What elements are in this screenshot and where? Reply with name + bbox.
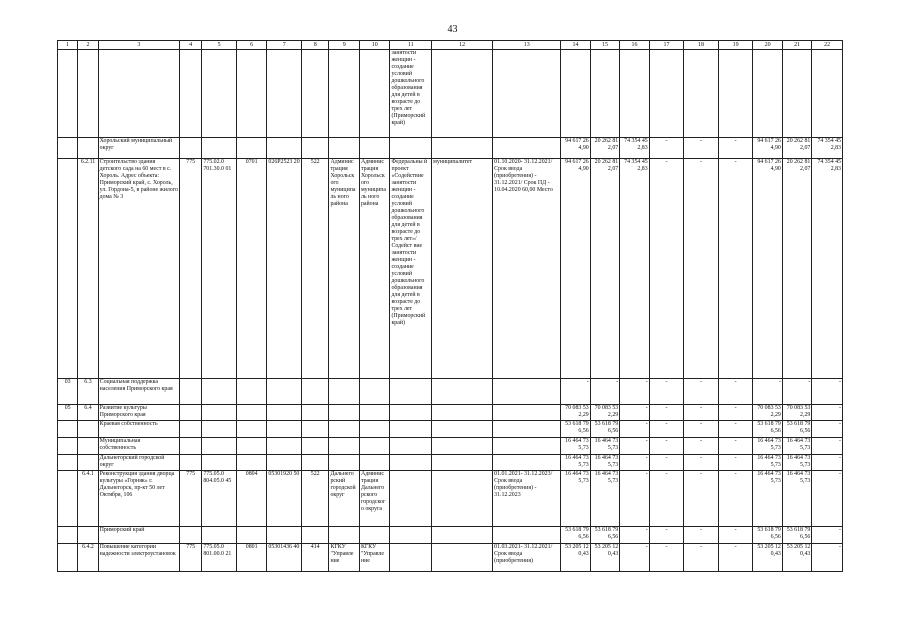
table-cell (432, 50, 493, 138)
table-cell: - (649, 159, 684, 379)
table-cell (58, 544, 78, 572)
table-cell: 01.03.2021- 31.12.2021/ Срок ввода (приобретения) (493, 544, 561, 572)
table-cell: 16 464 73 5,73 (782, 455, 811, 471)
table-cell (390, 544, 432, 572)
table-cell: - (718, 471, 753, 527)
table-cell (58, 471, 78, 527)
column-header: 5 (202, 41, 237, 50)
table-cell (236, 138, 267, 159)
table-cell: - (620, 379, 649, 405)
table-cell (236, 379, 267, 405)
column-header: 20 (753, 41, 782, 50)
table-cell: 05301436 40 (267, 544, 302, 572)
table-row (58, 438, 843, 455)
table-cell: - (649, 438, 684, 455)
table-cell: - (718, 379, 753, 405)
table-cell: - (620, 544, 649, 572)
table-cell: - (812, 471, 843, 527)
table-cell (432, 379, 493, 405)
table-cell: - (753, 379, 782, 405)
table-cell: Дальнегорский городской округ (98, 455, 179, 471)
table-cell (359, 438, 390, 455)
table-cell: - (684, 527, 719, 544)
page-number: 43 (447, 24, 458, 35)
table-cell: 522 (301, 159, 328, 379)
table-cell: КГКУ "Управле ние (359, 544, 390, 572)
table-cell: 94 617 26 4,90 (753, 159, 782, 379)
table-cell: Админис трация Хорольск ого муниципаль ного района (359, 159, 390, 379)
table-cell: - (649, 138, 684, 159)
table-cell (58, 138, 78, 159)
column-header: 13 (493, 41, 561, 50)
table-cell (78, 421, 98, 438)
table-cell (359, 138, 390, 159)
table-cell: 53 618 79 6,56 (561, 421, 590, 438)
table-cell: 53 618 79 6,56 (561, 527, 590, 544)
table-cell (359, 379, 390, 405)
table-cell (493, 379, 561, 405)
table-cell (180, 405, 202, 421)
table-cell: 94 617 26 4,90 (753, 138, 782, 159)
table-cell (432, 438, 493, 455)
table-cell: 16 464 73 5,73 (753, 438, 782, 455)
table-cell: 53 618 79 6,56 (782, 421, 811, 438)
table-cell (301, 421, 328, 438)
table-cell: - (620, 421, 649, 438)
table-cell: - (718, 527, 753, 544)
table-cell (180, 527, 202, 544)
table-cell: - (590, 379, 619, 405)
column-header: 16 (620, 41, 649, 50)
table-cell (78, 455, 98, 471)
table-cell (590, 50, 619, 138)
table-cell: Строительство здания детского сада на 60 мест в с. Хороль. Адрес объекта: Приморский край, с. Хороль, ул. Гордона-5, в районе жилого дома № 3 (98, 159, 179, 379)
table-cell: 20 262 81 2,07 (782, 138, 811, 159)
table-cell: 0801 (236, 544, 267, 572)
column-header: 21 (782, 41, 811, 50)
table-cell (301, 138, 328, 159)
table-cell: Дальнего рский городской округ (329, 471, 360, 527)
table-cell: 775 (180, 471, 202, 527)
table-cell (390, 138, 432, 159)
table-cell (202, 527, 237, 544)
table-cell: 16 464 73 5,73 (561, 455, 590, 471)
table-cell (359, 455, 390, 471)
table-cell (267, 138, 302, 159)
table-cell: - (684, 405, 719, 421)
table-cell: - (684, 159, 719, 379)
table-cell: 775 (180, 544, 202, 572)
program-table-sheet (57, 40, 843, 593)
column-header: 18 (684, 41, 719, 50)
table-cell: Админис трация Хорольск ого муниципаль ного района (329, 159, 360, 379)
table-cell: Муниципальная собственность (98, 438, 179, 455)
table-cell (390, 438, 432, 455)
table-row (58, 138, 843, 159)
table-cell: Федеральны й проект «Содействие занятости женщин - создание условий дошкольного образования для детей в возрасте до трех лет»/Содейст вие занятости женщин - создание условий дошкольного образования для детей в возрасте до трех лет (Приморский край) (390, 159, 432, 379)
table-cell: - (718, 421, 753, 438)
table-cell: 20 262 81 2,07 (590, 159, 619, 379)
table-cell: - (782, 379, 811, 405)
column-header: 17 (649, 41, 684, 50)
table-cell: 775.05.0 801.00.0 21 (202, 544, 237, 572)
table-cell (58, 421, 78, 438)
table-cell: 775.05.0 804.05.0 45 (202, 471, 237, 527)
column-header: 4 (180, 41, 202, 50)
table-cell: 74 354 45 2,83 (620, 159, 649, 379)
table-cell: - (620, 527, 649, 544)
table-cell (78, 50, 98, 138)
table-cell: - (718, 138, 753, 159)
table-cell: - (620, 405, 649, 421)
table-cell: 0701 (236, 159, 267, 379)
table-cell: 522 (301, 471, 328, 527)
table-cell (180, 138, 202, 159)
table-cell (180, 379, 202, 405)
column-header: 22 (812, 41, 843, 50)
table-cell: - (812, 438, 843, 455)
table-cell (329, 455, 360, 471)
table-cell: КГКУ "Управле ние (329, 544, 360, 572)
program-table (57, 40, 843, 572)
table-cell: 16 464 73 5,73 (590, 455, 619, 471)
table-cell: - (649, 421, 684, 438)
table-cell (390, 421, 432, 438)
table-cell: 05301920 50 (267, 471, 302, 527)
table-cell: 414 (301, 544, 328, 572)
table-cell (202, 379, 237, 405)
table-cell: 6.4.1 (78, 471, 98, 527)
table-cell (329, 379, 360, 405)
table-cell (390, 405, 432, 421)
column-header: 3 (98, 41, 179, 50)
table-cell: 53 205 12 0,43 (561, 544, 590, 572)
table-cell: 53 205 12 0,43 (753, 544, 782, 572)
table-row (58, 405, 843, 421)
table-cell (202, 438, 237, 455)
table-row (58, 471, 843, 527)
table-cell: - (620, 438, 649, 455)
table-cell: Приморский край (98, 527, 179, 544)
table-cell (649, 50, 684, 138)
table-cell: 6.2.11 (78, 159, 98, 379)
table-row (58, 544, 843, 572)
table-cell (432, 471, 493, 527)
table-cell (58, 438, 78, 455)
table-cell (202, 405, 237, 421)
table-cell (390, 527, 432, 544)
table-cell: - (649, 455, 684, 471)
table-row (58, 455, 843, 471)
table-cell: - (649, 379, 684, 405)
table-cell (390, 379, 432, 405)
table-cell (493, 138, 561, 159)
table-cell: 0804 (236, 471, 267, 527)
table-cell: 53 618 79 6,56 (590, 527, 619, 544)
table-cell (267, 527, 302, 544)
column-header: 8 (301, 41, 328, 50)
table-cell (359, 405, 390, 421)
table-cell (267, 438, 302, 455)
table-cell (493, 405, 561, 421)
table-cell (301, 50, 328, 138)
table-cell (329, 138, 360, 159)
table-cell: - (718, 438, 753, 455)
table-cell (329, 421, 360, 438)
table-cell (58, 159, 78, 379)
table-cell: - (561, 379, 590, 405)
column-header: 15 (590, 41, 619, 50)
table-cell (236, 50, 267, 138)
table-cell: - (684, 455, 719, 471)
table-cell: - (812, 379, 843, 405)
header-row (58, 41, 843, 50)
table-cell (78, 438, 98, 455)
table-cell (236, 455, 267, 471)
table-cell: - (812, 405, 843, 421)
table-cell (359, 421, 390, 438)
table-cell (58, 527, 78, 544)
table-cell: - (684, 544, 719, 572)
table-cell: 16 464 73 5,73 (590, 438, 619, 455)
table-cell: - (649, 471, 684, 527)
table-cell: 01.01.2021- 31.12.2023/ Срок ввода (приобретения) - 31.12.2023 (493, 471, 561, 527)
table-row (58, 527, 843, 544)
table-cell (782, 50, 811, 138)
table-cell: 74 354 45 2,83 (620, 138, 649, 159)
table-cell (301, 527, 328, 544)
table-cell (493, 421, 561, 438)
table-cell (267, 455, 302, 471)
table-cell (493, 438, 561, 455)
table-cell: - (684, 471, 719, 527)
table-cell: - (812, 421, 843, 438)
table-cell (493, 455, 561, 471)
table-cell: 53 205 12 0,43 (782, 544, 811, 572)
table-cell: Краевая собственность (98, 421, 179, 438)
table-cell (267, 405, 302, 421)
column-header: 9 (329, 41, 360, 50)
table-cell: 70 083 53 2,29 (561, 405, 590, 421)
table-cell (684, 50, 719, 138)
table-cell: 16 464 73 5,73 (561, 471, 590, 527)
table-row (58, 159, 843, 379)
table-cell: 6.4 (78, 405, 98, 421)
table-cell: 026P2523 20 (267, 159, 302, 379)
table-cell (78, 138, 98, 159)
table-cell: 94 617 26 4,90 (561, 138, 590, 159)
table-cell: Реконструкция здания дворца культуры «Горняк» г. Дальнегорск, пр-кт 50 лет Октября, 106 (98, 471, 179, 527)
table-cell: муниципалитет (432, 159, 493, 379)
table-cell: 53 205 12 0,43 (590, 544, 619, 572)
table-cell: - (620, 455, 649, 471)
table-cell (236, 421, 267, 438)
table-cell: 775.02.0 701.30.0 01 (202, 159, 237, 379)
table-cell: - (684, 438, 719, 455)
table-cell: 53 618 79 6,56 (753, 527, 782, 544)
table-cell: 16 464 73 5,73 (590, 471, 619, 527)
table-cell (329, 438, 360, 455)
table-cell (329, 405, 360, 421)
table-cell: - (718, 405, 753, 421)
table-cell: - (718, 159, 753, 379)
column-header: 1 (58, 41, 78, 50)
table-cell: 70 083 53 2,29 (753, 405, 782, 421)
table-cell: Повышение категории надежности электроустановок (98, 544, 179, 572)
table-cell: - (684, 138, 719, 159)
table-cell: 20 262 81 2,07 (590, 138, 619, 159)
table-cell (432, 544, 493, 572)
column-header: 10 (359, 41, 390, 50)
table-cell (359, 50, 390, 138)
table-body (58, 50, 843, 572)
table-cell (180, 50, 202, 138)
table-cell: - (649, 527, 684, 544)
table-cell (493, 527, 561, 544)
table-cell (236, 527, 267, 544)
table-cell: 53 618 79 6,56 (753, 421, 782, 438)
column-header: 19 (718, 41, 753, 50)
table-cell (267, 421, 302, 438)
table-cell: 03 (58, 379, 78, 405)
table-cell (180, 438, 202, 455)
table-cell: 94 617 26 4,90 (561, 159, 590, 379)
table-cell (301, 405, 328, 421)
column-header: 2 (78, 41, 98, 50)
table-cell (359, 527, 390, 544)
table-cell: - (649, 405, 684, 421)
table-cell: - (812, 544, 843, 572)
table-cell (812, 50, 843, 138)
table-cell (202, 455, 237, 471)
table-cell (432, 405, 493, 421)
table-row (58, 50, 843, 138)
table-cell: Социальная поддержка населения Приморского края (98, 379, 179, 405)
table-cell: 16 464 73 5,73 (561, 438, 590, 455)
table-cell (98, 50, 179, 138)
table-cell (58, 455, 78, 471)
table-cell: 53 618 79 6,56 (782, 527, 811, 544)
table-cell (236, 438, 267, 455)
table-cell: 05 (58, 405, 78, 421)
table-cell (390, 455, 432, 471)
table-cell: - (684, 379, 719, 405)
table-cell: 01.10.2020- 31.12.2021/ Срок ввода (приобретения) - 31.12.2021/ Срок ПД - 10.04.2020 60,00 Место (493, 159, 561, 379)
table-cell: 6.3 (78, 379, 98, 405)
column-header: 6 (236, 41, 267, 50)
table-cell: 16 464 73 5,73 (753, 471, 782, 527)
table-cell: Развитие культуры Приморского края (98, 405, 179, 421)
table-cell (390, 471, 432, 527)
table-cell (329, 50, 360, 138)
table-cell: 53 618 79 6,56 (590, 421, 619, 438)
table-cell (236, 405, 267, 421)
table-cell (493, 50, 561, 138)
table-cell (432, 138, 493, 159)
table-cell: 70 083 53 2,29 (782, 405, 811, 421)
table-row (58, 379, 843, 405)
table-cell (202, 138, 237, 159)
table-cell: - (812, 455, 843, 471)
table-cell: 70 083 53 2,29 (590, 405, 619, 421)
table-cell: - (718, 544, 753, 572)
table-cell (180, 455, 202, 471)
table-cell: 74 354 45 2,83 (812, 138, 843, 159)
table-cell: - (620, 471, 649, 527)
column-header: 14 (561, 41, 590, 50)
table-cell (718, 50, 753, 138)
table-cell (78, 527, 98, 544)
table-cell (301, 438, 328, 455)
table-cell (301, 455, 328, 471)
table-cell: - (718, 455, 753, 471)
table-cell (432, 527, 493, 544)
table-cell (753, 50, 782, 138)
table-cell: 16 464 73 5,73 (782, 438, 811, 455)
table-cell (329, 527, 360, 544)
column-header: 11 (390, 41, 432, 50)
table-cell: занятости женщин - создание условий дошкольного образования для детей в возрасте до трех лет (Приморский край) (390, 50, 432, 138)
table-cell: 16 464 73 5,73 (753, 455, 782, 471)
table-cell (620, 50, 649, 138)
table-cell (267, 379, 302, 405)
table-cell: 74 354 45 2,83 (812, 159, 843, 379)
table-cell (267, 50, 302, 138)
table-cell: - (649, 544, 684, 572)
table-cell: 775 (180, 159, 202, 379)
table-cell: - (812, 527, 843, 544)
table-cell: - (684, 421, 719, 438)
table-row (58, 421, 843, 438)
table-cell (561, 50, 590, 138)
table-cell (180, 421, 202, 438)
table-cell (432, 421, 493, 438)
table-cell: 20 262 81 2,07 (782, 159, 811, 379)
table-cell (58, 50, 78, 138)
column-header: 12 (432, 41, 493, 50)
table-cell: Хорольский муниципальный округ (98, 138, 179, 159)
table-cell (202, 50, 237, 138)
column-header: 7 (267, 41, 302, 50)
table-cell: 16 464 73 5,73 (782, 471, 811, 527)
table-cell (301, 379, 328, 405)
table-cell: 6.4.2 (78, 544, 98, 572)
table-cell (202, 421, 237, 438)
table-cell: Админис трация Дальнего рского городског о округа (359, 471, 390, 527)
table-cell (432, 455, 493, 471)
